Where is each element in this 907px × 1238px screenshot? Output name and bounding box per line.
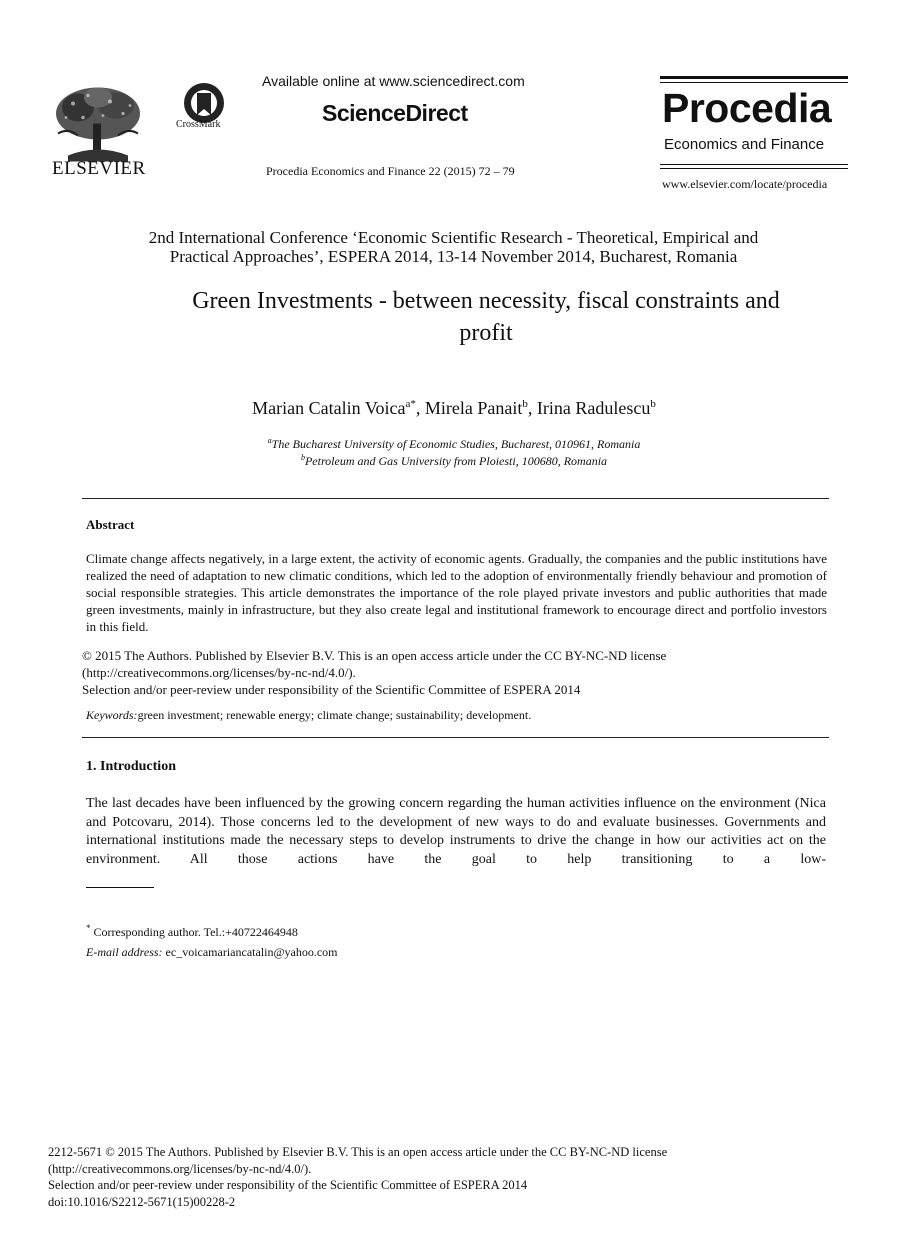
keywords-text: green investment; renewable energy; climate change; sustainability; development. [137, 708, 532, 722]
license-block [82, 647, 827, 698]
author-list: Marian Catalin Voica$^{a*}$, Mirela Panait$^b$, Irina Radulescu$^b$ [252, 398, 656, 418]
email-address[interactable]: ec_voicamariancatalin@yahoo.com [162, 945, 338, 959]
affiliation-sup: b [300, 453, 305, 462]
journal-url[interactable]: www.elsevier.com/locate/procedia [662, 177, 828, 191]
author-name: Irina Radulescu [536, 398, 651, 418]
affiliation-text: Petroleum and Gas University from Ploiesti, 100680, Romania [304, 454, 608, 468]
procedia-subtitle: Economics and Finance [664, 136, 825, 153]
affiliation [86, 436, 822, 452]
doi[interactable]: doi:10.1016/S2212-5671(15)00228-2 [48, 1194, 236, 1209]
author-sup: b [650, 398, 656, 410]
keywords [86, 708, 531, 723]
crossmark-label: CrossMark [176, 119, 221, 130]
keywords-label: Keywords: [86, 708, 138, 722]
title-line: Green Investments - between necessity, fiscal constraints and [192, 288, 780, 314]
bottom-copyright [48, 1144, 808, 1210]
procedia-rule [660, 76, 848, 79]
license-line: Selection and/or peer-review under responsibility of the Scientific Committee of ESPERA 2014 [82, 682, 581, 697]
author-name: Marian Catalin Voica [252, 398, 406, 418]
author-sup: b [522, 398, 528, 410]
paper-title [86, 285, 886, 349]
affiliation [86, 453, 822, 469]
bottom-line: 2212-5671 © 2015 The Authors. Published by Elsevier B.V. This is an open access article under the CC BY-NC-ND license [48, 1145, 668, 1159]
conference-line: Practical Approaches’, ESPERA 2014, 13-14 November 2014, Bucharest, Romania [169, 247, 738, 266]
bottom-license-link[interactable]: (http://creativecommons.org/licenses/by-nc-nd/4.0/). [48, 1161, 312, 1176]
available-online-text: Available online at www.sciencedirect.com [262, 73, 525, 89]
procedia-rule [660, 164, 848, 165]
license-line: © 2015 The Authors. Published by Elsevier B.V. This is an open access article under the CC BY-NC-ND license [82, 648, 667, 663]
abstract-heading: Abstract [86, 517, 135, 532]
sciencedirect-logo[interactable]: ScienceDirect [322, 100, 468, 126]
section-divider [82, 498, 829, 499]
procedia-rule [660, 168, 848, 169]
abstract-text: Climate change affects negatively, in a large extent, the activity of economic agents. Gradually, the companies and the public institutions have realized the need of adaptation to new climatic conditions, which led to the adoption of environmentally friendly behaviour and promotion of social responsible strategies. This article demonstrates the importance of the role played private investors and public authorities that made green investments, mainly in infrastructure, but they also create legal and institutional framework to encourage direct and portfolio investors in this field. [86, 551, 827, 634]
corresponding-text: Corresponding author. Tel.:+40722464948 [90, 925, 298, 939]
publisher-name: ELSEVIER [52, 158, 146, 179]
procedia-rule [660, 82, 848, 83]
author-sup: a* [405, 398, 416, 410]
bottom-line: Selection and/or peer-review under responsibility of the Scientific Committee of ESPERA 2014 [48, 1178, 528, 1192]
email-note [86, 945, 338, 960]
corresponding-author-note [86, 923, 298, 940]
footnote-rule [86, 887, 154, 888]
journal-reference: Procedia Economics and Finance 22 (2015) 72 – 79 [266, 164, 515, 178]
footnote-mark: * [86, 923, 91, 933]
procedia-logo: Procedia [662, 85, 832, 131]
section-heading: 1. Introduction [86, 759, 176, 774]
conference-info [86, 228, 821, 266]
author-name: Mirela Panait [424, 398, 523, 418]
introduction-text: The last decades have been influenced by the growing concern regarding the human activities influence on the environment (Nica and Potcovaru, 2014). Those concerns led to the development of new ways to do and evaluate businesses. Governments and international institutions made the necessary steps to develop instruments to drive the change in how our activities act on the environment. All those actions have the goal to help transitioning to a low- [86, 796, 826, 867]
license-link[interactable]: (http://creativecommons.org/licenses/by-nc-nd/4.0/). [82, 665, 356, 680]
section-divider [82, 737, 829, 738]
conference-line: 2nd International Conference ‘Economic Scientific Research - Theoretical, Empirical and [148, 228, 759, 247]
title-line: profit [459, 320, 513, 346]
affiliation-text: The Bucharest University of Economic Studies, Bucharest, 010961, Romania [271, 437, 641, 451]
affiliation-sup: a [267, 436, 272, 445]
email-label: E-mail address: [86, 945, 163, 959]
